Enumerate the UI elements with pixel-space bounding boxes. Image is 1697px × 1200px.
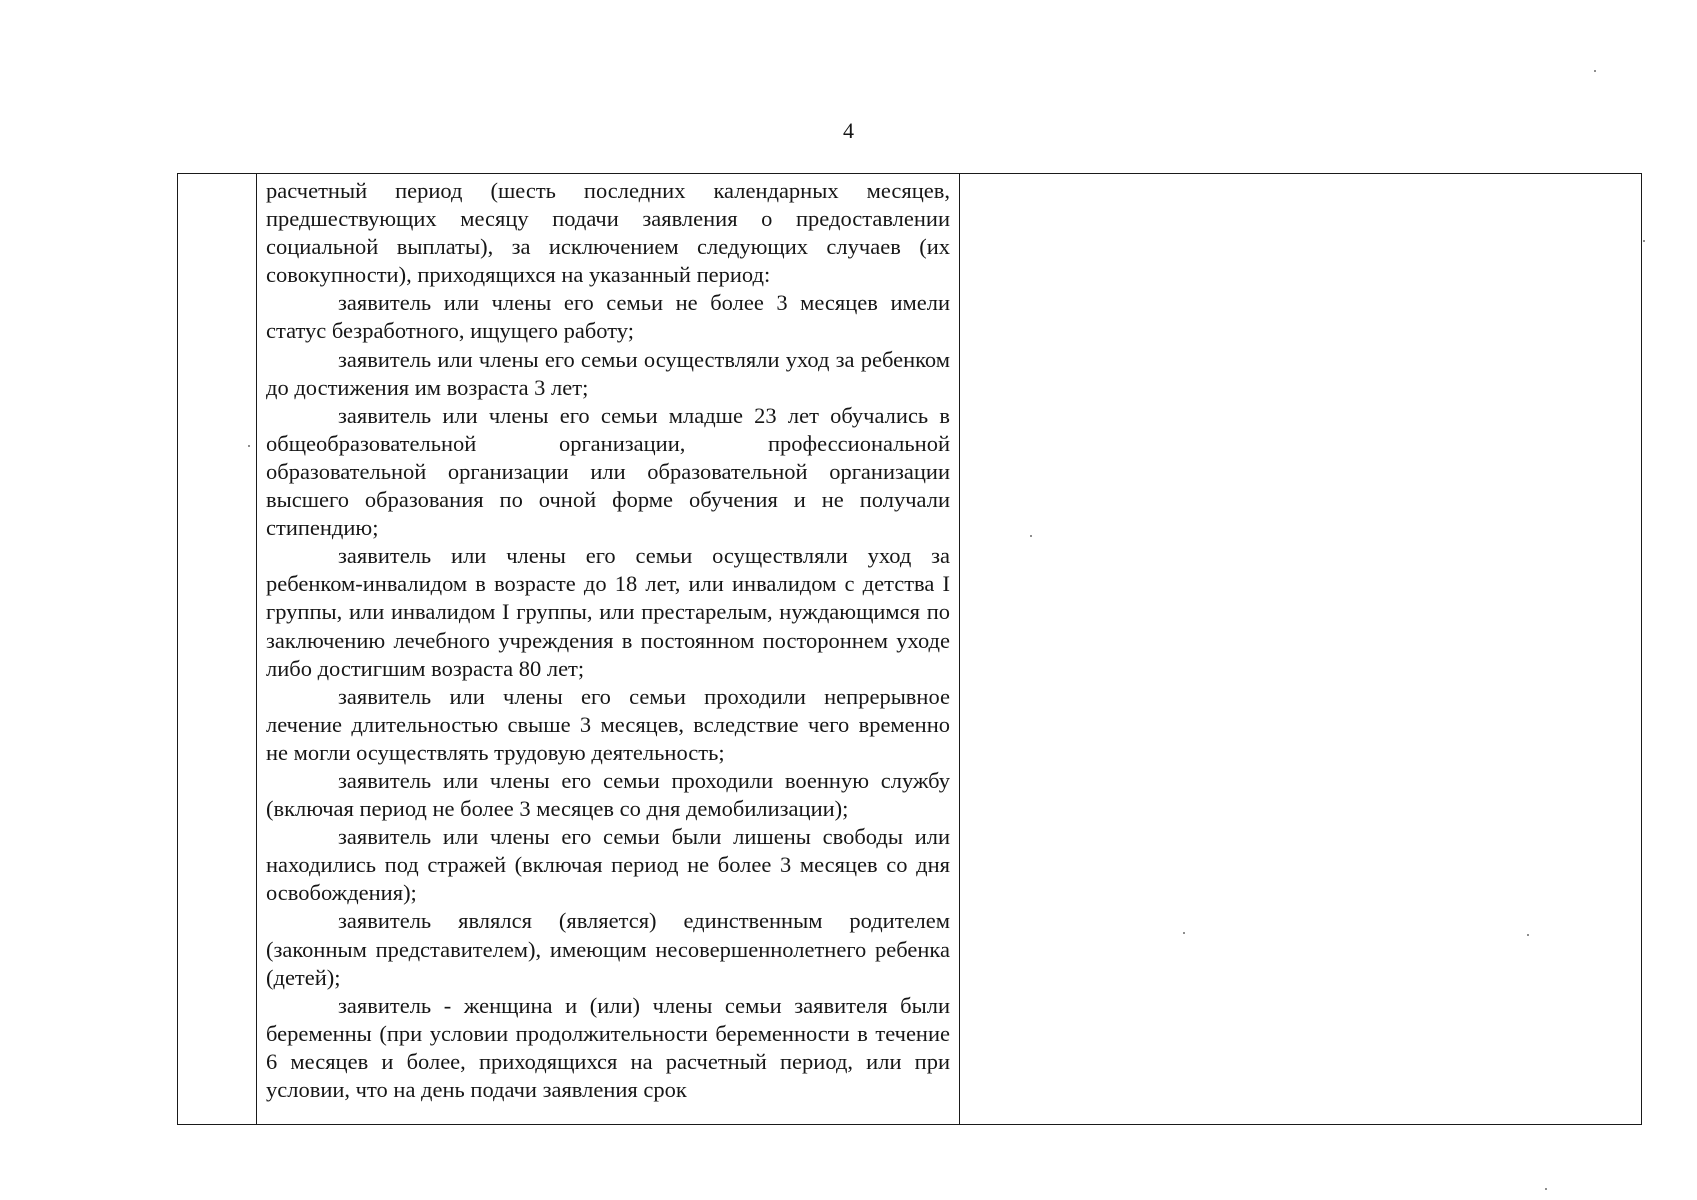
document-table	[177, 173, 1642, 1125]
paragraph-imprisonment: заявитель или члены его семьи были лишены свободы или находились под стражей (включая период не более 3 месяцев со дня освобождения);	[266, 824, 950, 906]
paragraph-single-parent: заявитель являлся (является) единственным родителем (законным представителем), имеющим несовершеннолетнего ребенка (детей);	[266, 908, 950, 990]
paragraph-pregnancy: заявитель - женщина и (или) члены семьи заявителя были беременны (при условии продолжительности беременности в течение 6 месяцев и более, приходящихся на расчетный период, или при условии, что на день подачи заявления срок	[266, 992, 950, 1102]
page-number: 4	[843, 118, 854, 143]
scan-speck	[1527, 934, 1529, 936]
scan-speck	[1545, 1188, 1547, 1190]
paragraph-education: заявитель или члены его семьи младше 23 лет обучались в общеобразовательной организации, профессиональной образовательной организации или образовательной организации высшего образования по очной форме обучения и не получали стипендию;	[266, 402, 950, 541]
paragraph-medical-treatment: заявитель или члены его семьи проходили непрерывное лечение длительностью свыше 3 месяцев, вследствие чего временно не могли осуществлять трудовую деятельность;	[266, 683, 950, 765]
paragraph-child-care: заявитель или члены его семьи осуществляли уход за ребенком до достижения им возраста 3 лет;	[266, 346, 950, 400]
table-cell-number	[178, 174, 257, 1124]
scan-speck	[1594, 70, 1596, 72]
scan-speck	[1030, 535, 1032, 537]
scan-speck	[248, 445, 250, 447]
scan-speck	[1643, 240, 1645, 242]
scan-speck	[1183, 932, 1185, 934]
paragraph-unemployed: заявитель или члены его семьи не более 3 месяцев имели статус безработного, ищущего работу;	[266, 290, 950, 344]
table-cell-text	[257, 174, 960, 1124]
paragraph-disabled-care: заявитель или члены его семьи осуществляли уход за ребенком-инвалидом в возрасте до 18 лет, или инвалидом с детства I группы, или инвалидом I группы, или престарелым, нуждающимся по заключению лечебного учреждения в постоянном постороннем уходе либо достигшим возраста 80 лет;	[266, 543, 950, 681]
paragraph-military-service: заявитель или члены его семьи проходили военную службу (включая период не более 3 месяцев со дня демобилизации);	[266, 767, 950, 822]
table-cell-notes	[960, 174, 1641, 1124]
paragraph-intro: расчетный период (шесть последних календарных месяцев, предшествующих месяцу подачи заявления о предоставлении социальной выплаты), за исключением следующих случаев (их совокупности), приходящихся на указанный период:	[266, 178, 950, 288]
